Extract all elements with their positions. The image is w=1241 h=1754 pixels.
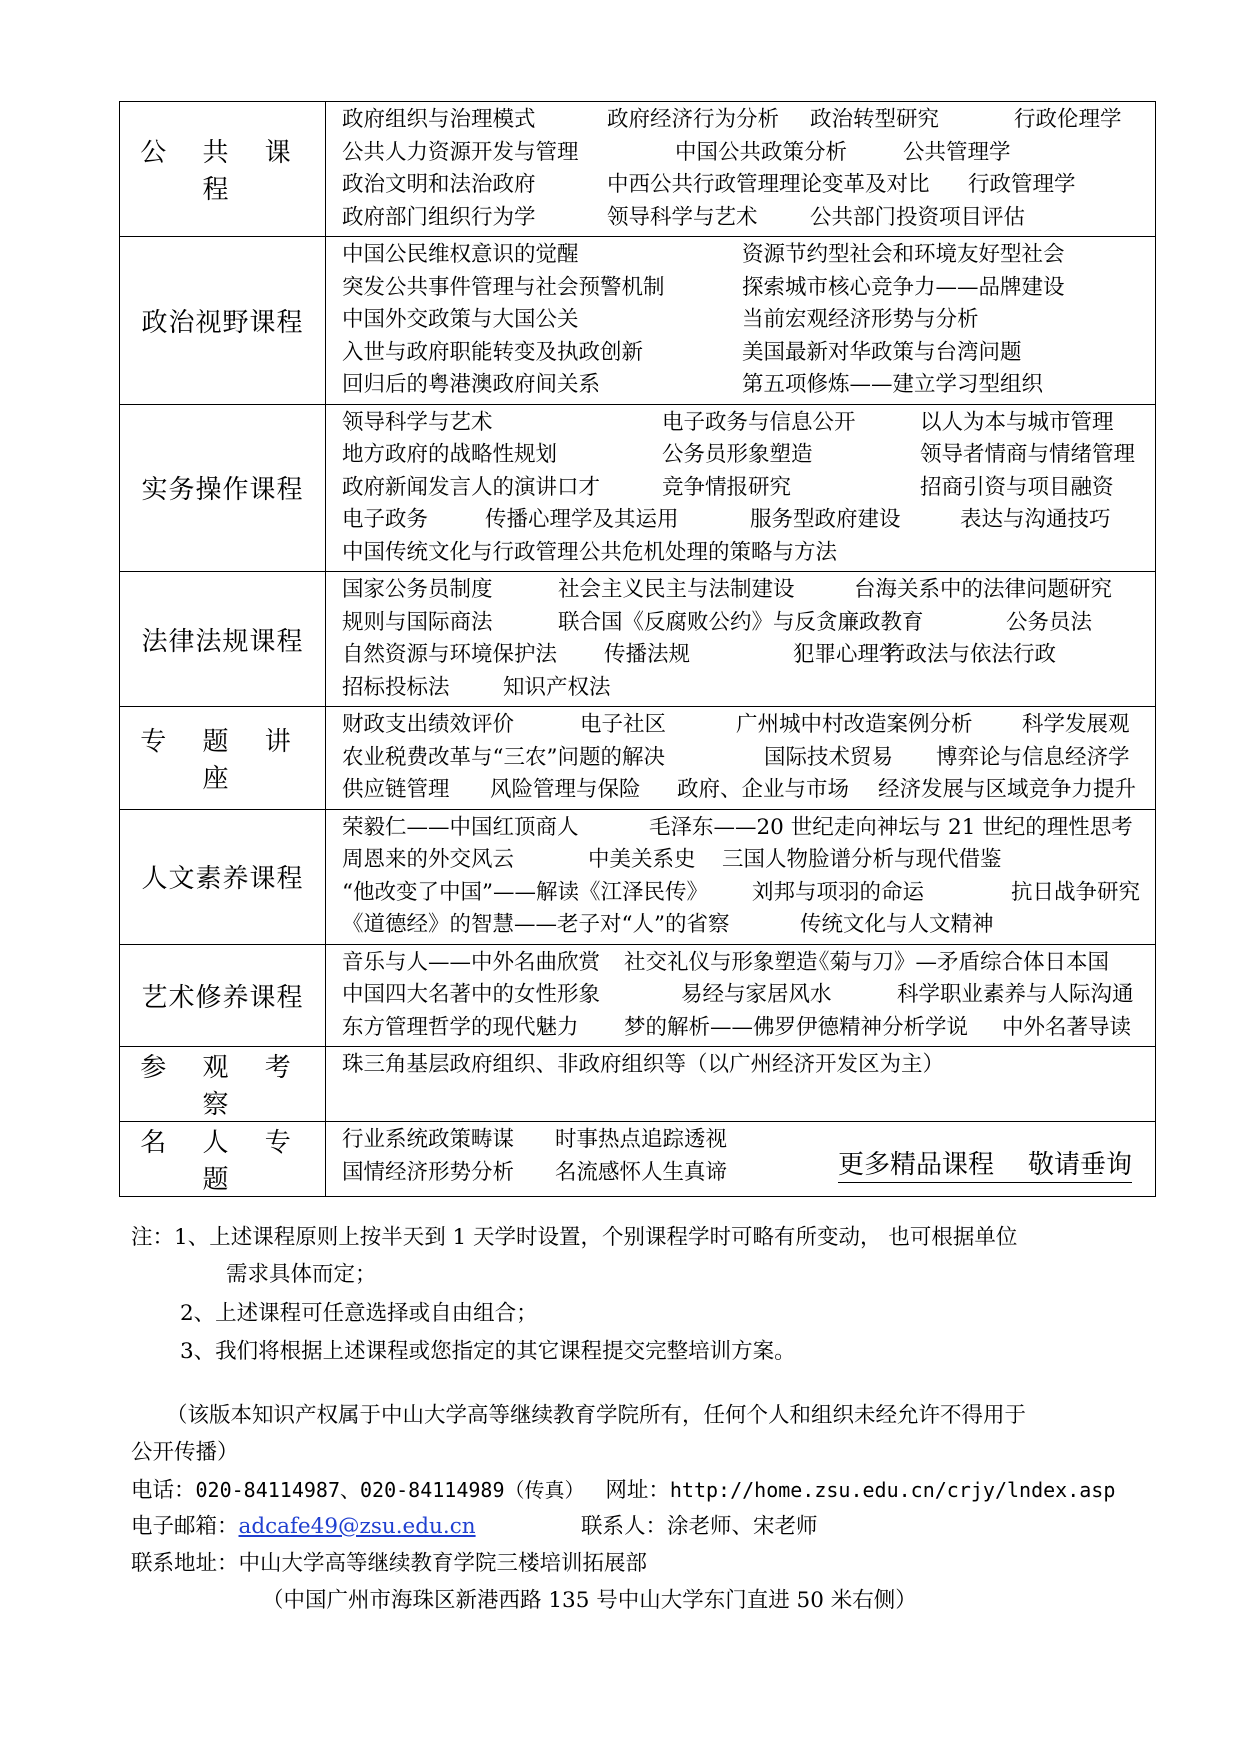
category-cell: 艺术修养课程 bbox=[120, 944, 326, 1047]
email-label: 电子邮箱： bbox=[131, 1514, 239, 1539]
course-item: 音乐与人——中外名曲欣赏 bbox=[342, 949, 601, 975]
course-item: 公共人力资源开发与管理 bbox=[342, 139, 579, 165]
category-cell: 实务操作课程 bbox=[120, 404, 326, 572]
course-item: 政府组织与治理模式 bbox=[342, 107, 536, 132]
course-item: 公共管理学 bbox=[903, 139, 1011, 165]
notes-prefix: 注： bbox=[131, 1225, 175, 1250]
course-item: 中国公民维权意识的觉醒 bbox=[342, 242, 579, 267]
table-row bbox=[120, 404, 1156, 572]
course-item: 行政伦理学 bbox=[1014, 107, 1122, 132]
category-cell: 名 人 专 题 bbox=[120, 1122, 326, 1197]
course-line bbox=[342, 742, 1155, 775]
course-line bbox=[342, 304, 1155, 337]
course-line bbox=[342, 979, 1155, 1012]
course-item: 毛泽东——20 世纪走向神坛与 21 世纪的理性思考 bbox=[649, 814, 1133, 840]
course-item: 名流感怀人生真谛 bbox=[555, 1159, 728, 1185]
course-item: 政治文明和法治政府 bbox=[342, 172, 536, 197]
course-item: 梦的解析——佛罗伊德精神分析学说 bbox=[624, 1014, 969, 1040]
phone-label: 电话： bbox=[131, 1478, 196, 1503]
course-item: 领导科学与艺术 bbox=[607, 204, 758, 230]
course-item: 国家公务员制度 bbox=[342, 577, 493, 602]
course-item: 博弈论与信息经济学 bbox=[936, 744, 1130, 770]
copyright-line-1: （该版本知识产权属于中山大学高等继续教育学院所有，任何个人和组织未经允许不得用于 bbox=[166, 1403, 1027, 1428]
course-line bbox=[342, 947, 1155, 980]
category-cell: 法律法规课程 bbox=[120, 572, 326, 707]
course-item: 公务员法 bbox=[1006, 609, 1093, 635]
course-item: 第五项修炼——建立学习型组织 bbox=[742, 372, 1044, 397]
table-row bbox=[120, 707, 1156, 810]
course-item: 中美关系史 bbox=[588, 847, 696, 872]
course-item: 抗日战争研究 bbox=[1011, 879, 1141, 905]
course-item: 规则与国际商法 bbox=[342, 609, 493, 635]
course-line bbox=[342, 774, 1155, 807]
course-item: 中国外交政策与大国公关 bbox=[342, 307, 579, 332]
email-line bbox=[131, 1509, 818, 1540]
course-item: 中国传统文化与行政管理 bbox=[342, 539, 579, 565]
course-line bbox=[342, 407, 1155, 440]
table-row bbox=[120, 809, 1156, 944]
course-item: 《道德经》的智慧——老子对“人”的省察 bbox=[342, 912, 730, 937]
course-item: 招标投标法 bbox=[342, 674, 450, 700]
course-list-cell bbox=[326, 1047, 1156, 1122]
course-item: 电子政务与信息公开 bbox=[662, 409, 856, 435]
course-list-cell bbox=[326, 404, 1156, 572]
more-courses-note bbox=[838, 1148, 1132, 1183]
note-1: 1、上述课程原则上按半天到 1 天学时设置，个别课程学时可略有所变动， 也可根据单位 bbox=[174, 1225, 1018, 1250]
course-line bbox=[342, 909, 1155, 942]
address-text: 中山大学高等继续教育学院三楼培训拓展部 bbox=[238, 1551, 648, 1576]
course-line bbox=[342, 472, 1155, 505]
course-item: 时事热点追踪透视 bbox=[555, 1127, 728, 1152]
address-detail: （中国广州市海珠区新港西路 135 号中山大学东门直进 50 米右侧） bbox=[262, 1588, 917, 1613]
course-item: 领导科学与艺术 bbox=[342, 409, 493, 435]
course-item: 经济发展与区域竞争力提升 bbox=[878, 777, 1137, 802]
phone-number: 020-84114987、020-84114989（传真） bbox=[195, 1478, 585, 1502]
course-item: 社交礼仪与形象塑造 bbox=[624, 949, 818, 975]
table-row bbox=[120, 944, 1156, 1047]
course-line bbox=[342, 574, 1155, 607]
course-line bbox=[342, 709, 1155, 742]
course-item: 政府部门组织行为学 bbox=[342, 204, 536, 230]
course-item: 中国四大名著中的女性形象 bbox=[342, 982, 601, 1007]
course-list-cell bbox=[326, 707, 1156, 810]
category-cell: 政治视野课程 bbox=[120, 237, 326, 405]
course-item: 传播心理学及其运用 bbox=[485, 507, 679, 532]
note-1-continuation: 需求具体而定； bbox=[226, 1262, 377, 1287]
course-item: 入世与政府职能转变及执政创新 bbox=[342, 339, 644, 365]
category-cell: 人文素养课程 bbox=[120, 809, 326, 944]
course-line bbox=[342, 137, 1155, 170]
course-item: 公务员形象塑造 bbox=[662, 442, 813, 467]
course-item: 科学职业素养与人际沟通 bbox=[897, 982, 1134, 1007]
course-list-cell bbox=[326, 237, 1156, 405]
course-item: 行政管理学 bbox=[968, 172, 1076, 197]
course-line bbox=[342, 1049, 1155, 1082]
course-line bbox=[342, 672, 1155, 705]
course-item: 探索城市核心竞争力——品牌建设 bbox=[742, 274, 1065, 300]
course-item: 电子社区 bbox=[580, 712, 667, 737]
course-line bbox=[342, 439, 1155, 472]
course-item: 中西公共行政管理理论变革及对比 bbox=[607, 172, 930, 197]
course-item: 知识产权法 bbox=[503, 674, 611, 700]
course-item: 表达与沟通技巧 bbox=[960, 507, 1111, 532]
course-item: 资源节约型社会和环境友好型社会 bbox=[742, 242, 1065, 267]
contact-names: 涂老师、宋老师 bbox=[667, 1514, 818, 1539]
contact-label: 联系人： bbox=[581, 1514, 668, 1539]
course-item: 三国人物脸谱分析与现代借鉴 bbox=[722, 847, 1002, 872]
course-item: 行政法与依法行政 bbox=[884, 642, 1057, 667]
course-item: 刘邦与项羽的命运 bbox=[752, 879, 925, 905]
course-line bbox=[342, 369, 1155, 402]
course-item: 回归后的粤港澳政府间关系 bbox=[342, 372, 601, 397]
course-list-cell bbox=[326, 572, 1156, 707]
course-item: 地方政府的战略性规划 bbox=[342, 442, 558, 467]
course-list-cell bbox=[326, 102, 1156, 237]
category-cell: 专 题 讲 座 bbox=[120, 707, 326, 810]
course-item: 犯罪心理学 bbox=[793, 642, 901, 667]
address-line bbox=[131, 1546, 647, 1577]
course-item: “他改变了中国”——解读《江泽民传》 bbox=[342, 879, 708, 905]
category-cell: 公 共 课 程 bbox=[120, 102, 326, 237]
course-item: 招商引资与项目融资 bbox=[920, 474, 1114, 500]
table-row bbox=[120, 572, 1156, 707]
course-item: 当前宏观经济形势与分析 bbox=[742, 307, 979, 332]
course-item: 农业税费改革与“三农”问题的解决 bbox=[342, 744, 665, 770]
course-item: 公共危机处理的策略与方法 bbox=[579, 539, 838, 565]
course-line bbox=[342, 537, 1155, 570]
course-line bbox=[342, 877, 1155, 910]
course-item: 社会主义民主与法制建设 bbox=[558, 577, 795, 602]
course-item: 电子政务 bbox=[342, 507, 429, 532]
course-item: 荣毅仁——中国红顶商人 bbox=[342, 814, 579, 840]
course-item: 公共部门投资项目评估 bbox=[810, 204, 1026, 230]
course-item: 广州城中村改造案例分析 bbox=[736, 712, 973, 737]
course-item: 风险管理与保险 bbox=[490, 777, 641, 802]
course-line bbox=[342, 202, 1155, 235]
course-item: 供应链管理 bbox=[342, 777, 450, 802]
course-item: 东方管理哲学的现代魅力 bbox=[342, 1014, 579, 1040]
course-item: 政府新闻发言人的演讲口才 bbox=[342, 474, 601, 500]
course-line bbox=[342, 1012, 1155, 1045]
course-item: 财政支出绩效评价 bbox=[342, 712, 515, 737]
course-item: 政治转型研究 bbox=[810, 107, 940, 132]
course-item: 领导者情商与情绪管理 bbox=[920, 442, 1136, 467]
course-line bbox=[342, 639, 1155, 672]
course-line bbox=[342, 272, 1155, 305]
course-item: 科学发展观 bbox=[1022, 712, 1130, 737]
course-item: 政府、企业与市场 bbox=[677, 777, 850, 802]
course-item: 国际技术贸易 bbox=[764, 744, 894, 770]
course-item: 中国公共政策分析 bbox=[675, 139, 848, 165]
course-item: 传播法规 bbox=[604, 642, 691, 667]
course-item: 行业系统政策畴谋 bbox=[342, 1127, 515, 1152]
course-item: 政府经济行为分析 bbox=[607, 107, 780, 132]
address-label: 联系地址： bbox=[131, 1551, 239, 1576]
course-line bbox=[342, 812, 1155, 845]
copyright-line-2: 公开传播） bbox=[131, 1440, 239, 1465]
website-label: 网址： bbox=[605, 1478, 670, 1503]
course-list-cell bbox=[326, 809, 1156, 944]
course-item: 珠三角基层政府组织、非政府组织等（以广州经济开发区为主） bbox=[342, 1052, 945, 1077]
phone-line bbox=[131, 1473, 1115, 1504]
course-list-cell bbox=[326, 944, 1156, 1047]
course-item: 自然资源与环境保护法 bbox=[342, 642, 558, 667]
category-cell: 参 观 考 察 bbox=[120, 1047, 326, 1122]
course-line bbox=[342, 337, 1155, 370]
course-line bbox=[342, 104, 1155, 137]
course-item: 服务型政府建设 bbox=[750, 507, 901, 532]
course-line bbox=[342, 607, 1155, 640]
more-courses-text: 更多精品课程 bbox=[838, 1150, 995, 1180]
course-item: 美国最新对华政策与台湾问题 bbox=[742, 339, 1022, 365]
course-item: 易经与家居风水 bbox=[681, 982, 832, 1007]
course-item: 联合国《反腐败公约》与反贪廉政教育 bbox=[558, 609, 924, 635]
inquiry-text: 敬请垂询 bbox=[1028, 1150, 1133, 1180]
note-2: 2、上述课程可任意选择或自由组合； bbox=[180, 1301, 538, 1326]
course-line bbox=[342, 844, 1155, 877]
course-item: 国情经济形势分析 bbox=[342, 1159, 515, 1185]
course-line bbox=[342, 504, 1155, 537]
course-item: 中外名著导读 bbox=[1002, 1014, 1132, 1040]
course-item: 突发公共事件管理与社会预警机制 bbox=[342, 274, 665, 300]
course-item: 以人为本与城市管理 bbox=[920, 409, 1114, 435]
course-item: 周恩来的外交风云 bbox=[342, 847, 515, 872]
course-item: 台海关系中的法律问题研究 bbox=[854, 577, 1113, 602]
course-line bbox=[342, 169, 1155, 202]
website-link[interactable]: http://home.zsu.edu.cn/crjy/lndex.asp bbox=[669, 1478, 1116, 1502]
course-table bbox=[119, 101, 1156, 1197]
email-link[interactable]: adcafe49@zsu.edu.cn bbox=[238, 1514, 476, 1539]
course-item: 竞争情报研究 bbox=[662, 474, 792, 500]
course-item: 传统文化与人文精神 bbox=[800, 912, 994, 937]
course-item: 《菊与刀》—矛盾综合体日本国 bbox=[808, 949, 1110, 975]
note-3: 3、我们将根据上述课程或您指定的其它课程提交完整培训方案。 bbox=[180, 1339, 796, 1364]
course-line bbox=[342, 239, 1155, 272]
table-row bbox=[120, 237, 1156, 405]
table-row bbox=[120, 1047, 1156, 1122]
table-row bbox=[120, 102, 1156, 237]
